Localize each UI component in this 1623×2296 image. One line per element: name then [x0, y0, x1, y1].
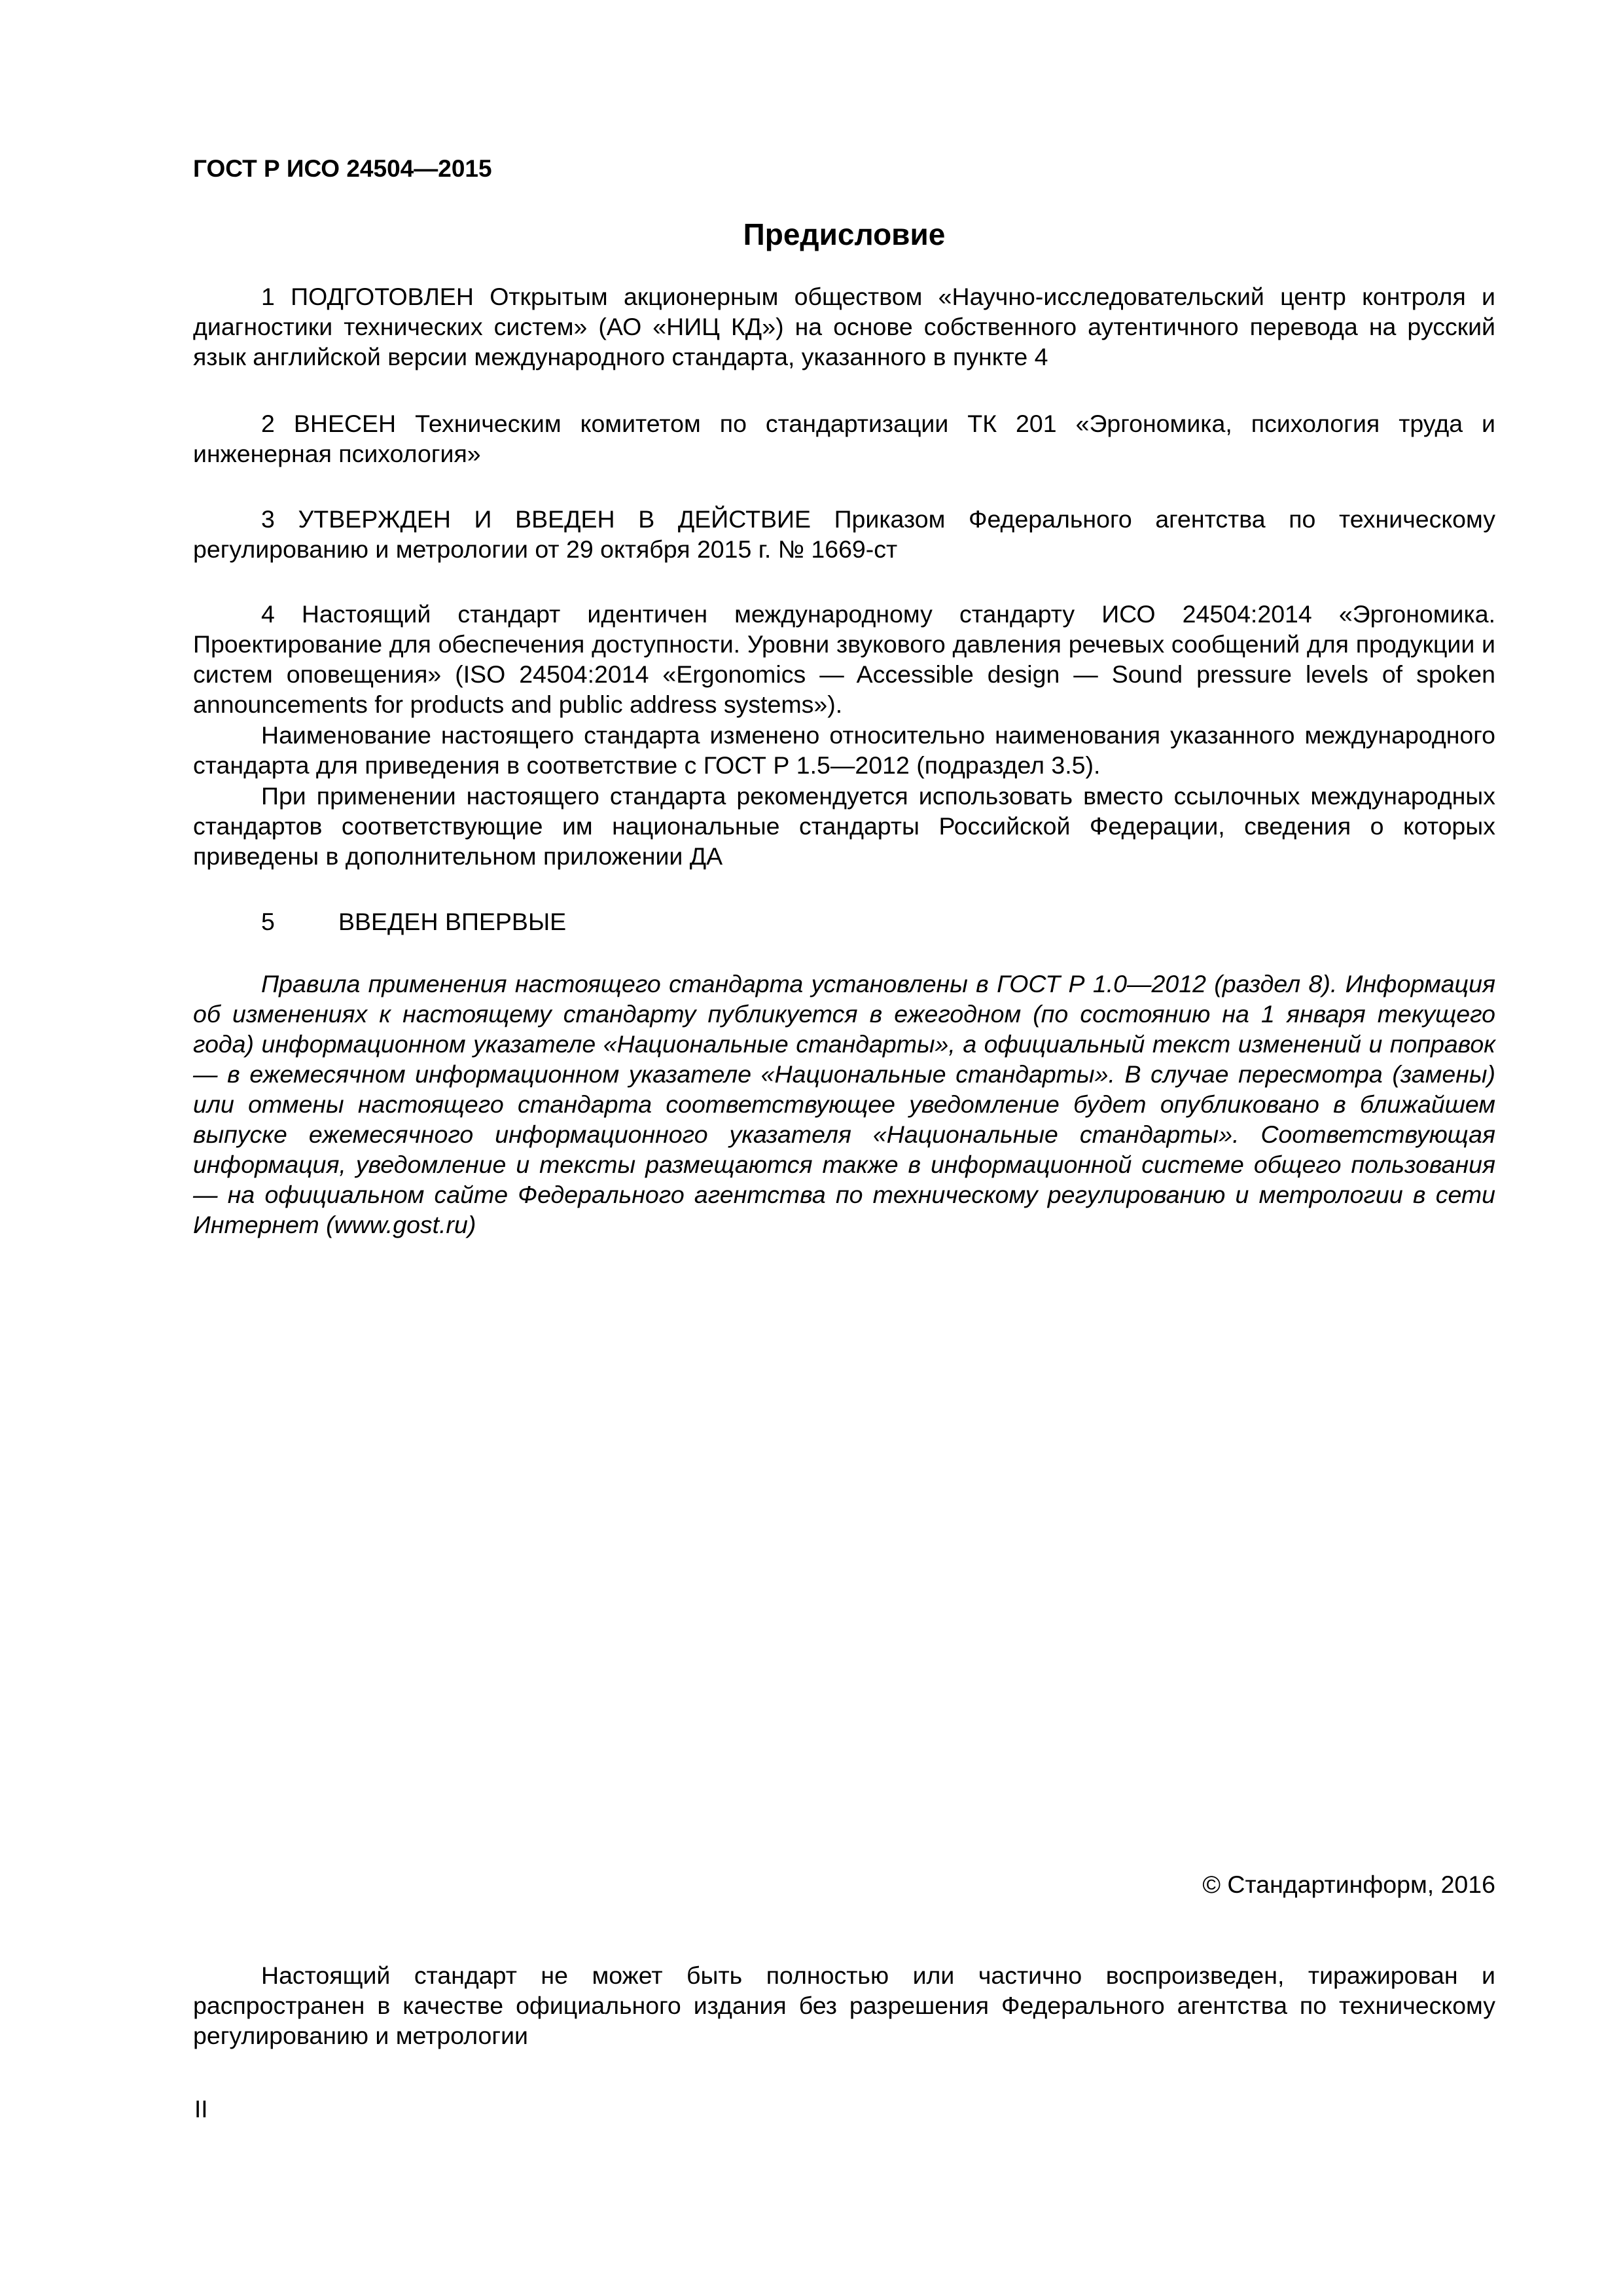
foreword-item-5-number: 5 [261, 908, 275, 935]
page-number: II [194, 2096, 208, 2123]
foreword-item-5-text: ВВЕДЕН ВПЕРВЫЕ [338, 908, 567, 935]
foreword-item-3: 3 УТВЕРЖДЕН И ВВЕДЕН В ДЕЙСТВИЕ Приказом Федерального агентства по техническому регулированию и метрологии от 29 октября 2015 г. № 1669-ст [193, 505, 1495, 563]
foreword-item-1: 1 ПОДГОТОВЛЕН Открытым акционерным обществом «Научно-исследовательский центр контроля и диагностики технических систем» (АО «НИЦ КД») на основе собственного аутентичного перевода на русский язык английской версии международного стандарта, указанного в пункте 4 [193, 283, 1495, 370]
standard-designation: ГОСТ Р ИСО 24504—2015 [193, 155, 492, 182]
foreword-item-5 [261, 906, 566, 937]
foreword-item-4: 4 Настоящий стандарт идентичен международному стандарту ИСО 24504:2014 «Эргономика. Проектирование для обеспечения доступности. Уровни звукового давления речевых сообщений для продукции и систем оповещения» (ISO 24504:2014 «Ergonomics — Accessible design — Sound pressure levels of spoken announcements for products and public address systems»). [193, 600, 1495, 718]
foreword-item-2: 2 ВНЕСЕН Техническим комитетом по стандартизации ТК 201 «Эргономика, психология труда и инженерная психология» [193, 410, 1495, 467]
copyright-notice: © Стандартинформ, 2016 [1202, 1871, 1495, 1898]
reproduction-notice: Настоящий стандарт не может быть полностью или частично воспроизведен, тиражирован и распространен в качестве официального издания без разрешения Федерального агентства по техническому регулированию и метрологии [193, 1962, 1495, 2049]
page-title: Предисловие [743, 217, 946, 251]
foreword-item-4-reference-note: При применении настоящего стандарта рекомендуется использовать вместо ссылочных международных стандартов соответствующие им национальные стандарты Российской Федерации, сведения о которых приведены в дополнительном приложении ДА [193, 782, 1495, 870]
foreword-item-4-name-note: Наименование настоящего стандарта изменено относительно наименования указанного международного стандарта для приведения в соответствие с ГОСТ Р 1.5—2012 (подраздел 3.5). [193, 721, 1495, 779]
rules-of-application-note: Правила применения настоящего стандарта установлены в ГОСТ Р 1.0—2012 (раздел 8). Информация об изменениях к настоящему стандарту публикуется в ежегодном (по состоянию на 1 января текущего года) информационном указателе «Национальные стандарты», а официальный текст изменений и поправок — в ежемесячном информационном указателе «Национальные стандарты». В случае пересмотра (замены) или отмены настоящего стандарта соответствующее уведомление будет опубликовано в ближайшем выпуске ежемесячного информационного указателя «Национальные стандарты». Соответствующая информация, уведомление и тексты размещаются также в информационной системе общего пользования — на официальном сайте Федерального агентства по техническому регулированию и метрологии в сети Интернет (www.gost.ru) [193, 970, 1495, 1238]
